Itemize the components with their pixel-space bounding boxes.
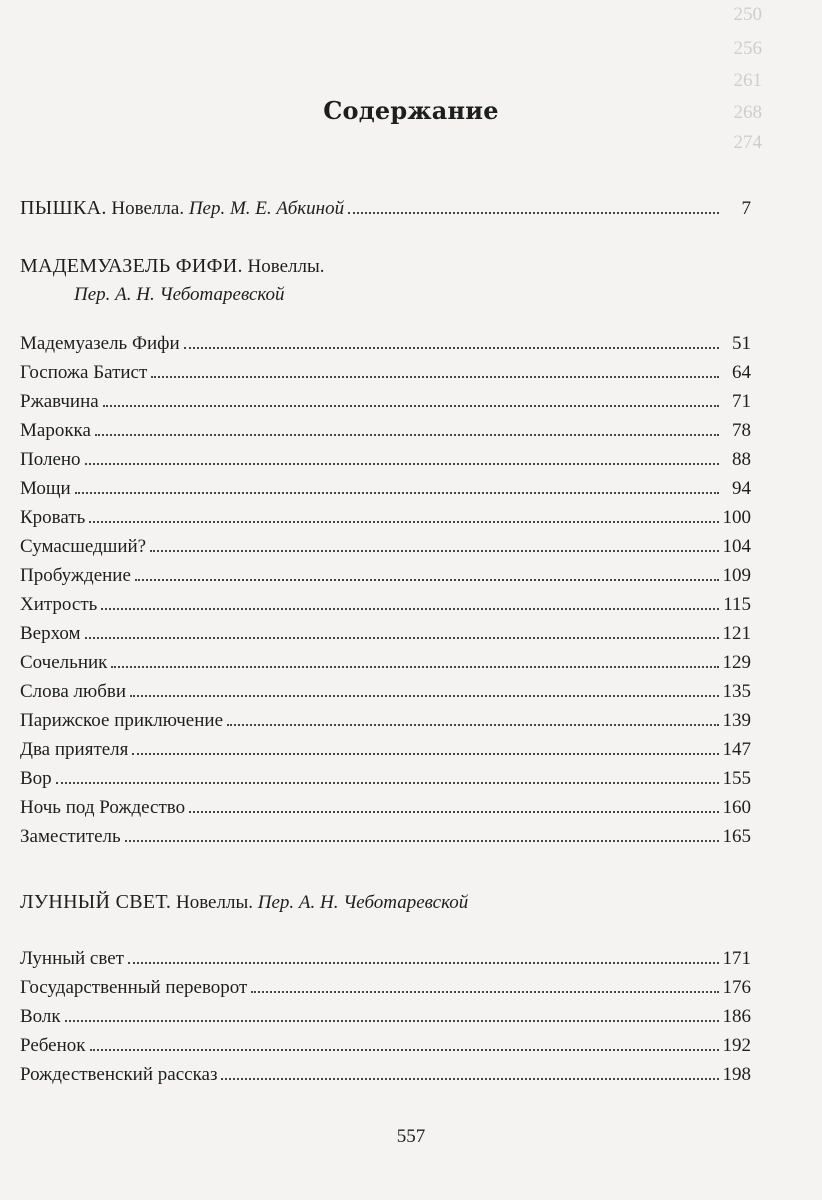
dot-leader [111,666,718,668]
toc-entry[interactable]: Рождественский рассказ 198 [20,1064,751,1085]
dot-leader [95,434,719,436]
dot-leader [184,347,719,349]
dot-leader [151,376,719,378]
toc-entry[interactable]: Сумасшедший? 104 [20,536,751,557]
section-genre: Новеллы. [175,892,253,913]
toc-entry[interactable]: Сочельник 129 [20,652,751,673]
toc-entry[interactable]: Слова любви 135 [20,681,751,702]
dot-leader [85,463,719,465]
dot-leader [189,811,718,813]
dot-leader [348,212,719,214]
dot-leader [128,962,719,964]
dot-leader [251,991,718,993]
dot-leader [132,753,718,755]
toc-entry[interactable]: Заместитель 165 [20,826,751,847]
section-translator: Пер. А. Н. Чеботаревской [257,892,469,913]
toc-entry[interactable]: Ребенок 192 [20,1035,751,1056]
toc-entry[interactable]: Полено 88 [20,449,751,470]
dot-leader [150,550,718,552]
dot-leader [130,695,718,697]
toc-entry[interactable]: Кровать 100 [20,507,751,528]
dot-leader [125,840,719,842]
page-number: 557 [396,1126,426,1147]
page-ref: 7 [741,198,751,219]
dot-leader [135,579,719,581]
dot-leader [103,405,719,407]
toc-entry[interactable]: Ночь под Рождество 160 [20,797,751,818]
toc-entry[interactable]: Верхом 121 [20,623,751,644]
section-translator: Пер. М. Е. Абкиной [188,198,345,219]
bleed-number: 250 [733,4,762,25]
toc-entry[interactable]: Волк 186 [20,1006,751,1027]
section-heading: ПЫШКА. [20,197,107,219]
bleed-number: 274 [733,132,762,153]
dot-leader [85,637,719,639]
bleed-number: 256 [733,38,762,59]
dot-leader [221,1078,718,1080]
toc-entry[interactable]: Государственный переворот 176 [20,977,751,998]
section-translator: Пер. А. Н. Чеботаревской [74,284,285,305]
dot-leader [56,782,719,784]
toc-entry[interactable]: Марокка 78 [20,420,751,441]
toc-entry-pyshka[interactable] [20,194,751,220]
dot-leader [89,521,718,523]
toc-entry[interactable]: Мадемуазель Фифи 51 [20,333,751,354]
toc-entry[interactable]: Хитрость 115 [20,594,751,615]
section-header-lunny-svet [20,888,751,914]
dot-leader [75,492,719,494]
page-title: Содержание [323,96,499,125]
section-heading: ЛУННЫЙ СВЕТ. [20,891,172,913]
section-genre: Новеллы. [247,256,325,277]
toc-entry[interactable]: Два приятеля 147 [20,739,751,760]
toc-entry[interactable]: Парижское приключение 139 [20,710,751,731]
toc-entry[interactable]: Лунный свет 171 [20,948,751,969]
dot-leader [101,608,719,610]
bleed-number: 268 [733,102,762,123]
dot-leader [65,1020,719,1022]
toc-entry[interactable]: Вор 155 [20,768,751,789]
bleed-number: 261 [733,70,762,91]
section-genre: Новелла. [111,198,185,219]
toc-entry[interactable]: Пробуждение 109 [20,565,751,586]
toc-entry[interactable]: Госпожа Батист 64 [20,362,751,383]
dot-leader [227,724,719,726]
section-header-fifi [20,252,751,278]
dot-leader [90,1049,719,1051]
toc-entry[interactable]: Ржавчина 71 [20,391,751,412]
toc-entry[interactable]: Мощи 94 [20,478,751,499]
section-heading: МАДЕМУАЗЕЛЬ ФИФИ. [20,255,243,277]
